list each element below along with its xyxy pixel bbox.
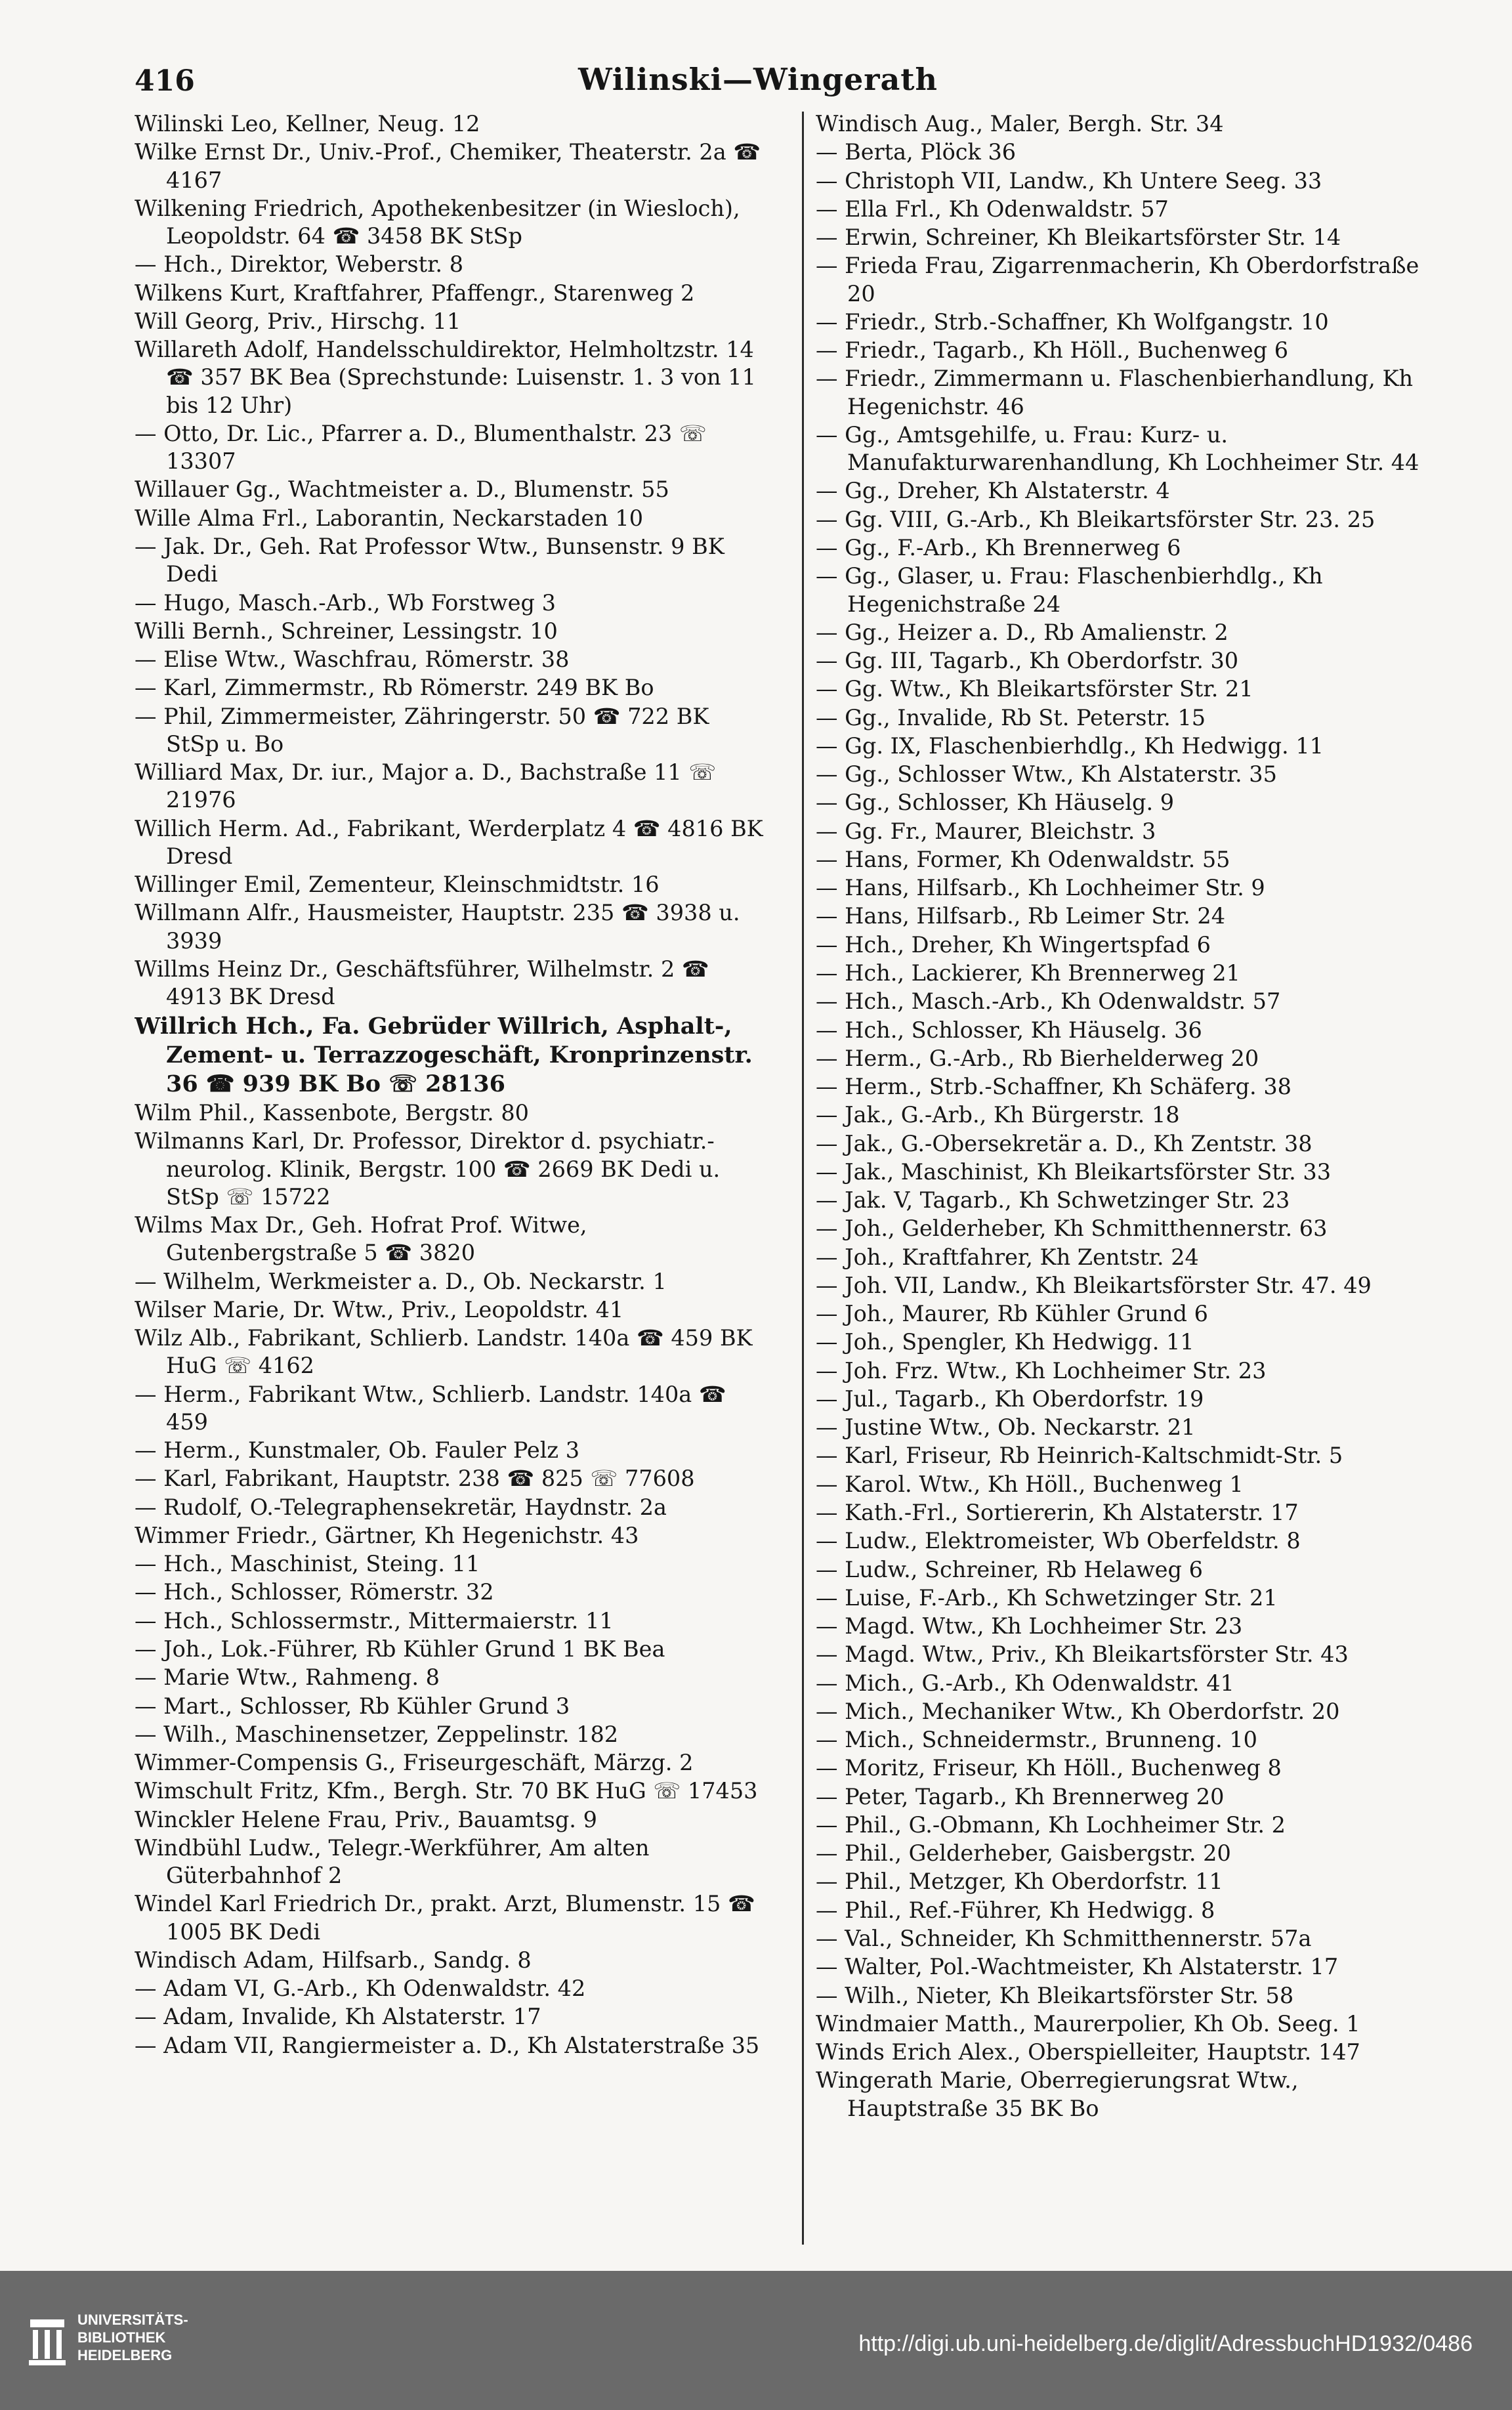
directory-entry: Windbühl Ludw., Telegr.-Werkführer, Am alten Güterbahnhof 2 xyxy=(135,1834,650,1889)
directory-entry: — Justine Wtw., Ob. Neckarstr. 21 xyxy=(816,1414,1196,1441)
directory-entry: Williard Max, Dr. iur., Major a. D., Bachstraße 11 ☏ 21976 xyxy=(135,759,717,813)
page-title: Wilinski—Wingerath xyxy=(578,62,938,97)
directory-entry: Windel Karl Friedrich Dr., prakt. Arzt, Blumenstr. 15 ☎ 1005 BK Dedi xyxy=(135,1891,755,1945)
directory-entry: Winds Erich Alex., Oberspielleiter, Hauptstr. 147 xyxy=(816,2039,1360,2065)
library-name-line: UNIVERSITÄTS- xyxy=(77,2312,188,2328)
directory-entry: — Jak., G.-Obersekretär a. D., Kh Zentstr. 38 xyxy=(816,1130,1312,1156)
directory-entry: — Mich., Schneidermstr., Brunneng. 10 xyxy=(816,1727,1257,1753)
directory-entry: Willauer Gg., Wachtmeister a. D., Blumenstr. 55 xyxy=(135,476,669,503)
directory-entry: — Joh., Gelderheber, Kh Schmitthennerstr. 63 xyxy=(816,1216,1328,1242)
footer-bar xyxy=(0,2271,1512,2410)
directory-entry: — Joh., Kraftfahrer, Kh Zentstr. 24 xyxy=(816,1244,1199,1270)
directory-entry: — Hch., Maschinist, Steing. 11 xyxy=(135,1551,480,1577)
directory-entry: — Gg., Invalide, Rb St. Peterstr. 15 xyxy=(816,704,1206,730)
directory-entry: — Karl, Friseur, Rb Heinrich-Kaltschmidt-Str. 5 xyxy=(816,1443,1343,1469)
directory-entry: — Hans, Former, Kh Odenwaldstr. 55 xyxy=(816,846,1230,872)
directory-entry: — Val., Schneider, Kh Schmitthennerstr. 57a xyxy=(816,1926,1312,1951)
directory-entry: Wilmanns Karl, Dr. Professor, Direktor d. psychiatr.-neurolog. Klinik, Bergstr. 100 ☎ 2669 BK Dedi u. StSp ☏ 15722 xyxy=(135,1128,721,1210)
directory-entry: — Wilh., Nieter, Kh Bleikartsförster Str. 58 xyxy=(816,1982,1294,2008)
directory-entry: Wilms Max Dr., Geh. Hofrat Prof. Witwe, Gutenbergstraße 5 ☎ 3820 xyxy=(135,1212,587,1266)
directory-entry: — Rudolf, O.-Telegraphensekretär, Haydnstr. 2a xyxy=(135,1494,667,1520)
directory-entry: — Joh., Lok.-Führer, Rb Kühler Grund 1 BK Bea xyxy=(135,1636,665,1662)
directory-entry: — Mich., Mechaniker Wtw., Kh Oberdorfstr. 20 xyxy=(816,1698,1340,1724)
directory-entry: — Erwin, Schreiner, Kh Bleikartsförster Str. 14 xyxy=(816,224,1341,251)
directory-entry: — Otto, Dr. Lic., Pfarrer a. D., Blumenthalstr. 23 ☏ 13307 xyxy=(135,420,707,475)
directory-entry: — Marie Wtw., Rahmeng. 8 xyxy=(135,1664,440,1691)
directory-entry: Wilm Phil., Kassenbote, Bergstr. 80 xyxy=(135,1099,529,1126)
page-number: 416 xyxy=(135,64,195,98)
directory-entry: — Joh., Maurer, Rb Kühler Grund 6 xyxy=(816,1301,1208,1327)
directory-entry: — Mart., Schlosser, Rb Kühler Grund 3 xyxy=(135,1693,570,1719)
directory-entry: — Mich., G.-Arb., Kh Odenwaldstr. 41 xyxy=(816,1670,1234,1696)
directory-entry: — Gg., Dreher, Kh Alstaterstr. 4 xyxy=(816,478,1170,504)
directory-entry: Wilinski Leo, Kellner, Neug. 12 xyxy=(135,111,480,137)
directory-entry: — Hans, Hilfsarb., Kh Lochheimer Str. 9 xyxy=(816,875,1265,901)
directory-entry: — Phil., Metzger, Kh Oberdorfstr. 11 xyxy=(816,1869,1223,1895)
directory-entry: — Herm., Fabrikant Wtw., Schlierb. Landstr. 140a ☎ 459 xyxy=(135,1381,726,1435)
directory-entry: — Joh. Frz. Wtw., Kh Lochheimer Str. 23 xyxy=(816,1357,1267,1384)
left-column xyxy=(135,110,765,2263)
directory-entry: — Phil, Zimmermeister, Zähringerstr. 50 ☎ 722 BK StSp u. Bo xyxy=(135,703,709,757)
directory-entry: — Hch., Schlosser, Kh Häuselg. 36 xyxy=(816,1017,1202,1043)
directory-entry: — Jak. Dr., Geh. Rat Professor Wtw., Bunsenstr. 9 BK Dedi xyxy=(135,533,724,587)
directory-entry: — Hans, Hilfsarb., Rb Leimer Str. 24 xyxy=(816,903,1226,929)
directory-entry: Willinger Emil, Zementeur, Kleinschmidtstr. 16 xyxy=(135,872,660,898)
directory-entry: — Ludw., Elektromeister, Wb Oberfeldstr. 8 xyxy=(816,1528,1301,1554)
directory-entry: — Joh., Spengler, Kh Hedwigg. 11 xyxy=(816,1329,1194,1355)
directory-entry: Windisch Adam, Hilfsarb., Sandg. 8 xyxy=(135,1947,532,1973)
directory-entry: — Hch., Masch.-Arb., Kh Odenwaldstr. 57 xyxy=(816,988,1281,1015)
directory-entry: — Ludw., Schreiner, Rb Helaweg 6 xyxy=(816,1556,1203,1582)
university-library-logo-icon xyxy=(26,2315,68,2368)
directory-entry: — Hugo, Masch.-Arb., Wb Forstweg 3 xyxy=(135,589,556,616)
directory-entry: — Gg. Fr., Maurer, Bleichstr. 3 xyxy=(816,818,1156,844)
directory-entry: — Hch., Lackierer, Kh Brennerweg 21 xyxy=(816,960,1240,986)
directory-entry: Willrich Hch., Fa. Gebrüder Willrich, Asphalt-, Zement- u. Terrazzogeschäft, Kronprinzenstr. 36 ☎ 939 BK Bo ☏ 28136 xyxy=(135,1012,753,1097)
directory-entry: Wilkens Kurt, Kraftfahrer, Pfaffengr., Starenweg 2 xyxy=(135,280,695,306)
directory-entry: Willmann Alfr., Hausmeister, Hauptstr. 235 ☎ 3938 u. 3939 xyxy=(135,900,740,954)
directory-entry: — Walter, Pol.-Wachtmeister, Kh Alstaterstr. 17 xyxy=(816,1954,1339,1980)
directory-entry: Wilke Ernst Dr., Univ.-Prof., Chemiker, Theaterstr. 2a ☎ 4167 xyxy=(135,139,761,193)
directory-entry: — Jak., Maschinist, Kh Bleikartsförster Str. 33 xyxy=(816,1158,1332,1185)
directory-entry: — Gg., F.-Arb., Kh Brennerweg 6 xyxy=(816,534,1181,560)
page-header xyxy=(135,60,1381,106)
directory-entry: — Hch., Schlosser, Römerstr. 32 xyxy=(135,1579,494,1605)
directory-entry: Wimmer Friedr., Gärtner, Kh Hegenichstr. 43 xyxy=(135,1522,639,1548)
directory-entry: — Adam VI, G.-Arb., Kh Odenwaldstr. 42 xyxy=(135,1976,586,2002)
right-column xyxy=(816,110,1446,2263)
directory-entry: — Gg., Glaser, u. Frau: Flaschenbierhdlg., Kh Hegenichstraße 24 xyxy=(816,563,1323,617)
directory-entry: Wimmer-Compensis G., Friseurgeschäft, Märzg. 2 xyxy=(135,1750,694,1776)
directory-entry: — Herm., Strb.-Schaffner, Kh Schäferg. 38 xyxy=(816,1074,1292,1100)
directory-entry: — Karl, Zimmermstr., Rb Römerstr. 249 BK Bo xyxy=(135,675,654,701)
directory-entry: — Luise, F.-Arb., Kh Schwetzinger Str. 21 xyxy=(816,1584,1278,1611)
directory-entry: Wille Alma Frl., Laborantin, Neckarstaden 10 xyxy=(135,505,644,531)
directory-entry: — Phil., G.-Obmann, Kh Lochheimer Str. 2 xyxy=(816,1811,1286,1838)
directory-entry: — Ella Frl., Kh Odenwaldstr. 57 xyxy=(816,196,1169,222)
directory-entry: — Hch., Dreher, Kh Wingertspfad 6 xyxy=(816,931,1211,958)
directory-entry: Will Georg, Priv., Hirschg. 11 xyxy=(135,308,461,334)
directory-entry: — Gg. III, Tagarb., Kh Oberdorfstr. 30 xyxy=(816,648,1239,674)
directory-entry: — Friedr., Tagarb., Kh Höll., Buchenweg 6 xyxy=(816,337,1289,364)
directory-entry: — Gg., Amtsgehilfe, u. Frau: Kurz- u. Manufakturwarenhandlung, Kh Lochheimer Str. 44 xyxy=(816,421,1419,476)
directory-entry: Wingerath Marie, Oberregierungsrat Wtw., Hauptstraße 35 BK Bo xyxy=(816,2067,1299,2121)
directory-entry: — Christoph VII, Landw., Kh Untere Seeg. 33 xyxy=(816,167,1322,194)
directory-entry: Willi Bernh., Schreiner, Lessingstr. 10 xyxy=(135,618,558,644)
directory-entry: — Hch., Schlossermstr., Mittermaierstr. 11 xyxy=(135,1607,614,1634)
directory-entry: Windmaier Matth., Maurerpolier, Kh Ob. Seeg. 1 xyxy=(816,2010,1360,2037)
directory-entry: — Hch., Direktor, Weberstr. 8 xyxy=(135,251,464,278)
directory-entry: — Gg. VIII, G.-Arb., Kh Bleikartsförster Str. 23. 25 xyxy=(816,506,1376,532)
directory-entry: — Jak., G.-Arb., Kh Bürgerstr. 18 xyxy=(816,1102,1180,1128)
library-name xyxy=(77,2312,188,2364)
directory-entry: Wilkening Friedrich, Apothekenbesitzer (in Wiesloch), Leopoldstr. 64 ☎ 3458 BK StSp xyxy=(135,195,740,249)
directory-entry: Willich Herm. Ad., Fabrikant, Werderplatz 4 ☎ 4816 BK Dresd xyxy=(135,815,763,869)
directory-entry: Winckler Helene Frau, Priv., Bauamtsg. 9 xyxy=(135,1806,597,1832)
directory-entry: — Magd. Wtw., Kh Lochheimer Str. 23 xyxy=(816,1613,1243,1639)
directory-entry: — Gg. IX, Flaschenbierhdlg., Kh Hedwigg. 11 xyxy=(816,732,1324,759)
directory-entry: — Gg., Heizer a. D., Rb Amalienstr. 2 xyxy=(816,619,1228,645)
directory-entry: — Berta, Plöck 36 xyxy=(816,139,1017,165)
directory-entry: — Gg., Schlosser, Kh Häuselg. 9 xyxy=(816,790,1175,816)
directory-entry: Willms Heinz Dr., Geschäftsführer, Wilhelmstr. 2 ☎ 4913 BK Dresd xyxy=(135,956,709,1010)
directory-entry: — Herm., G.-Arb., Rb Bierhelderweg 20 xyxy=(816,1045,1259,1071)
library-name-line: HEIDELBERG xyxy=(77,2346,173,2363)
directory-entry: — Herm., Kunstmaler, Ob. Fauler Pelz 3 xyxy=(135,1437,580,1464)
directory-entry: — Peter, Tagarb., Kh Brennerweg 20 xyxy=(816,1783,1225,1809)
directory-entry: Wilser Marie, Dr. Wtw., Priv., Leopoldstr. 41 xyxy=(135,1296,624,1322)
library-name-line: BIBLIOTHEK xyxy=(77,2329,166,2346)
directory-entry: — Moritz, Friseur, Kh Höll., Buchenweg 8 xyxy=(816,1755,1282,1781)
directory-entry: — Friedr., Zimmermann u. Flaschenbierhandlung, Kh Hegenichstr. 46 xyxy=(816,366,1414,419)
directory-entry: — Gg., Schlosser Wtw., Kh Alstaterstr. 35 xyxy=(816,761,1277,788)
directory-entry: — Elise Wtw., Waschfrau, Römerstr. 38 xyxy=(135,646,570,673)
directory-entry: — Joh. VII, Landw., Kh Bleikartsförster Str. 47. 49 xyxy=(816,1272,1372,1298)
directory-entry: — Jul., Tagarb., Kh Oberdorfstr. 19 xyxy=(816,1385,1204,1412)
source-url-link[interactable]: http://digi.ub.uni-heidelberg.de/diglit/AdressbuchHD1932/0486 xyxy=(858,2331,1473,2356)
directory-entry: — Phil., Ref.-Führer, Kh Hedwigg. 8 xyxy=(816,1897,1215,1923)
directory-entry: — Adam VII, Rangiermeister a. D., Kh Alstaterstraße 35 xyxy=(135,2032,760,2058)
directory-entry: — Frieda Frau, Zigarrenmacherin, Kh Oberdorfstraße 20 xyxy=(816,253,1419,307)
directory-entry: — Friedr., Strb.-Schaffner, Kh Wolfgangstr. 10 xyxy=(816,308,1329,335)
directory-entry: Willareth Adolf, Handelsschuldirektor, Helmholtzstr. 14 ☎ 357 BK Bea (Sprechstunde: Luisenstr. 1. 3 von 11 bis 12 Uhr) xyxy=(135,337,756,418)
directory-entry: — Wilhelm, Werkmeister a. D., Ob. Neckarstr. 1 xyxy=(135,1268,667,1294)
directory-entry: Windisch Aug., Maler, Bergh. Str. 34 xyxy=(816,111,1224,137)
directory-entry: — Jak. V, Tagarb., Kh Schwetzinger Str. 23 xyxy=(816,1187,1290,1214)
directory-entry: — Gg. Wtw., Kh Bleikartsförster Str. 21 xyxy=(816,676,1253,702)
directory-entry: — Karol. Wtw., Kh Höll., Buchenweg 1 xyxy=(816,1471,1244,1497)
directory-entry: — Magd. Wtw., Priv., Kh Bleikartsförster Str. 43 xyxy=(816,1641,1349,1668)
directory-entry: Wimschult Fritz, Kfm., Bergh. Str. 70 BK HuG ☏ 17453 xyxy=(135,1778,758,1804)
directory-entry: — Wilh., Maschinensetzer, Zeppelinstr. 182 xyxy=(135,1721,619,1747)
directory-entry: — Adam, Invalide, Kh Alstaterstr. 17 xyxy=(135,2004,541,2030)
directory-entry: — Kath.-Frl., Sortiererin, Kh Alstaterstr. 17 xyxy=(816,1500,1299,1526)
directory-entry: Wilz Alb., Fabrikant, Schlierb. Landstr. 140a ☎ 459 BK HuG ☏ 4162 xyxy=(135,1325,753,1379)
directory-entry: — Karl, Fabrikant, Hauptstr. 238 ☎ 825 ☏ 77608 xyxy=(135,1466,695,1492)
column-divider xyxy=(802,112,804,2245)
directory-entry: — Phil., Gelderheber, Gaisbergstr. 20 xyxy=(816,1840,1231,1867)
